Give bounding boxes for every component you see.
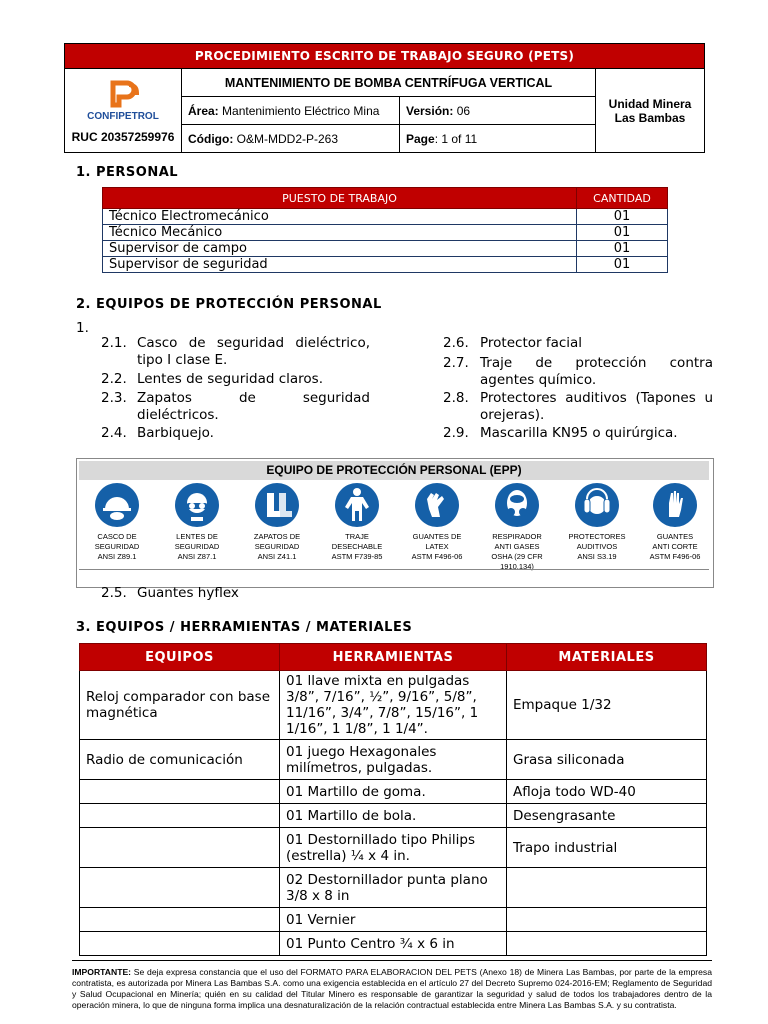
table-row xyxy=(103,241,668,257)
job-cell: Técnico Mecánico xyxy=(103,225,577,241)
epp-ear-protector: PROTECTORES AUDITIVOS ANSI S3.19 xyxy=(557,483,637,562)
qty-cell: 01 xyxy=(577,257,668,273)
footer-text: Se deja expresa constancia que el uso del FORMATO PARA ELABORACION DEL PETS (Anexo 18) de Minera Las Bambas, por parte de la empresa contratista, es autorizada por Minera Las Bambas S.A. como una exigencia establecida en el artículo 27 del Decreto Supremo 024-2016-EM; Reglamento de Seguridad y Salud Ocupacional en Minería; quién en su calidad del Titular Minero es responsable de garantizar la seguridad y salud de todos los trabajadores dentro de la operación minera, lo que de ninguna forma implica una desnaturalización de la relación contractual establecida entre Minera Las Bambas S.A. y su contratista. xyxy=(72,967,712,1010)
respirator-icon xyxy=(495,483,539,527)
job-cell: Supervisor de campo xyxy=(103,241,577,257)
pets-band-title: PROCEDIMIENTO ESCRITO DE TRABAJO SEGURO (PETS) xyxy=(65,44,705,69)
material-cell: Trapo industrial xyxy=(507,828,707,868)
qty-cell: 01 xyxy=(577,225,668,241)
col-qty-header: CANTIDAD xyxy=(577,188,668,209)
ruc-number: RUC 20357259976 xyxy=(71,130,175,144)
equipo-cell xyxy=(80,804,280,828)
herramienta-cell: 01 Martillo de bola. xyxy=(280,804,507,828)
material-cell: Afloja todo WD-40 xyxy=(507,780,707,804)
epp-helmet: CASCO DE SEGURIDAD ANSI Z89.1 xyxy=(77,483,157,562)
version-cell: Versión: 06 xyxy=(400,97,596,125)
epp-cut-gloves: GUANTES ANTI CORTE ASTM F496-06 xyxy=(635,483,715,562)
epp-boots: ZAPATOS DE SEGURIDAD ANSI Z41.1 xyxy=(237,483,317,562)
qty-cell: 01 xyxy=(577,209,668,225)
material-cell xyxy=(507,932,707,956)
table-row xyxy=(103,257,668,273)
helmet-icon xyxy=(95,483,139,527)
equipo-cell xyxy=(80,908,280,932)
herramienta-cell: 01 llave mixta en pulgadas 3/8”, 7/16”, ½”, 9/16”, 5/8”, 11/16”, 3/4”, 7/8”, 15/16”, 1 1/16”, 1 1/8”, 1 1/4”. xyxy=(280,671,507,740)
personal-table xyxy=(102,187,668,273)
document-header xyxy=(64,43,705,153)
col-job-header: PUESTO DE TRABAJO xyxy=(103,188,577,209)
epp-board-title: EQUIPO DE PROTECCIÓN PERSONAL (EPP) xyxy=(79,461,709,480)
table-row xyxy=(80,932,707,956)
herramienta-cell: 01 Vernier xyxy=(280,908,507,932)
herramienta-cell: 01 Destornillado tipo Philips (estrella) ¼ x 4 in. xyxy=(280,828,507,868)
equipo-cell: Reloj comparador con base magnética xyxy=(80,671,280,740)
coverall-icon xyxy=(335,483,379,527)
qty-cell: 01 xyxy=(577,241,668,257)
procedure-title: MANTENIMIENTO DE BOMBA CENTRÍFUGA VERTICAL xyxy=(182,69,596,97)
section-epp-heading: 2. EQUIPOS DE PROTECCIÓN PERSONAL xyxy=(76,297,382,312)
page-cell: Page: 1 of 11 xyxy=(400,125,596,153)
stray-list-number: 1. xyxy=(76,320,89,336)
legal-footer xyxy=(72,960,712,1011)
equipo-cell: Radio de comunicación xyxy=(80,740,280,780)
herramienta-cell: 02 Destornillador punta plano 3/8 x 8 in xyxy=(280,868,507,908)
epp-coverall: TRAJE DESECHABLE ASTM F739-85 xyxy=(317,483,397,562)
ear-protector-icon xyxy=(575,483,619,527)
footer-label: IMPORTANTE: xyxy=(72,967,132,977)
area-cell: Área: Mantenimiento Eléctrico Mina xyxy=(182,97,400,125)
mine-unit: Unidad Minera Las Bambas xyxy=(596,69,705,153)
section-personal-heading: 1. PERSONAL xyxy=(76,165,179,180)
equipo-cell xyxy=(80,828,280,868)
material-cell: Empaque 1/32 xyxy=(507,671,707,740)
table-row xyxy=(80,740,707,780)
table-row xyxy=(80,671,707,740)
latex-gloves-icon xyxy=(415,483,459,527)
col-herramientas-header: HERRAMIENTAS xyxy=(280,644,507,671)
logo-cell xyxy=(65,69,182,153)
equipo-cell xyxy=(80,868,280,908)
col-materiales-header: MATERIALES xyxy=(507,644,707,671)
table-row xyxy=(80,828,707,868)
epp-latex-gloves: GUANTES DE LATEX ASTM F496-06 xyxy=(397,483,477,562)
herramienta-cell: 01 Punto Centro ¾ x 6 in xyxy=(280,932,507,956)
col-equipos-header: EQUIPOS xyxy=(80,644,280,671)
herramienta-cell: 01 juego Hexagonales milímetros, pulgadas. xyxy=(280,740,507,780)
boots-icon xyxy=(255,483,299,527)
table-row xyxy=(80,804,707,828)
table-row xyxy=(103,225,668,241)
material-cell xyxy=(507,868,707,908)
confipetrol-logo-icon xyxy=(103,79,143,109)
section-tools-heading: 3. EQUIPOS / HERRAMIENTAS / MATERIALES xyxy=(76,620,413,635)
material-cell: Desengrasante xyxy=(507,804,707,828)
table-row xyxy=(80,780,707,804)
epp-board-footer xyxy=(79,569,709,584)
table-row xyxy=(80,908,707,932)
code-cell: Código: O&M-MDD2-P-263 xyxy=(182,125,400,153)
epp-board xyxy=(76,458,714,588)
epp-respirator: RESPIRADOR ANTI GASES OSHA (29 CFR 1910.134) xyxy=(477,483,557,572)
equipo-cell xyxy=(80,780,280,804)
cut-gloves-icon xyxy=(653,483,697,527)
epp-goggles: LENTES DE SEGURIDAD ANSI Z87.1 xyxy=(157,483,237,562)
material-cell xyxy=(507,908,707,932)
material-cell: Grasa siliconada xyxy=(507,740,707,780)
herramienta-cell: 01 Martillo de goma. xyxy=(280,780,507,804)
table-row xyxy=(103,209,668,225)
equipo-cell xyxy=(80,932,280,956)
job-cell: Técnico Electromecánico xyxy=(103,209,577,225)
tools-table xyxy=(79,643,707,956)
goggles-icon xyxy=(175,483,219,527)
logo-text: CONFIPETROL xyxy=(87,111,159,122)
table-row xyxy=(80,868,707,908)
job-cell: Supervisor de seguridad xyxy=(103,257,577,273)
